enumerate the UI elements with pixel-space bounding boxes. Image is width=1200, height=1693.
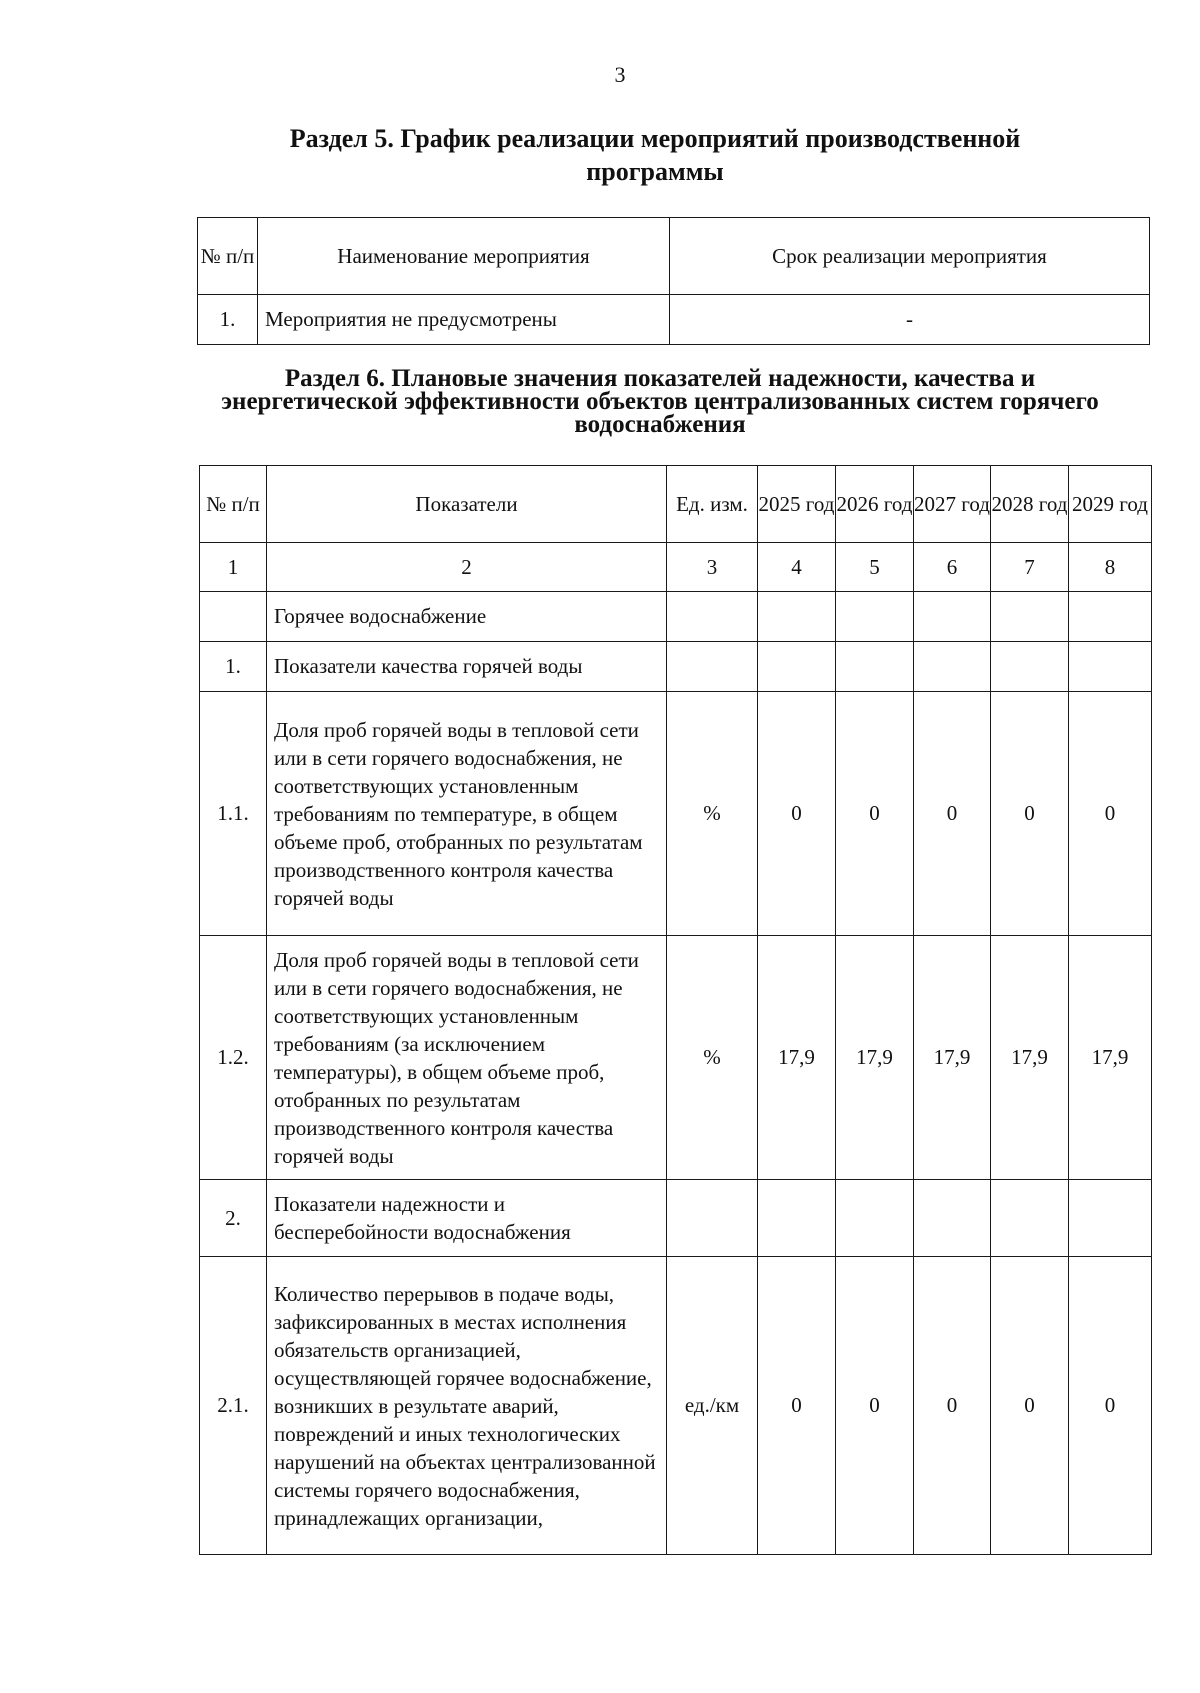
column-number: 8 <box>1069 543 1152 592</box>
row-value: 0 <box>758 692 836 936</box>
row-value: 0 <box>991 692 1069 936</box>
row-indicator: Доля проб горячей воды в тепловой сети или в сети горячего водоснабжения, не соответствующих установленным требованиям (за исключением температуры), в общем объеме проб, отобранных по результатам производственного контроля качества горячей воды <box>267 936 667 1180</box>
row-value <box>1069 642 1152 692</box>
header-unit: Ед. изм. <box>667 466 758 543</box>
row-unit: % <box>667 936 758 1180</box>
row-name: Мероприятия не предусмотрены <box>258 295 670 345</box>
row-unit: ед./км <box>667 1257 758 1555</box>
table-row <box>200 1257 1152 1555</box>
row-value: 0 <box>836 692 914 936</box>
row-value <box>758 1180 836 1257</box>
row-value <box>1069 1180 1152 1257</box>
row-value <box>836 642 914 692</box>
row-value: 17,9 <box>836 936 914 1180</box>
section-5-table <box>197 217 1150 345</box>
section-6-title: Раздел 6. Плановые значения показателей надежности, качества и энергетической эффективности объектов централизованных систем горячего водоснабжения <box>221 365 1099 438</box>
row-num: 2. <box>200 1180 267 1257</box>
row-num: 1.1. <box>200 692 267 936</box>
row-num: 1. <box>200 642 267 692</box>
header-year-2028: 2028 год <box>991 466 1069 543</box>
row-value: 0 <box>1069 1257 1152 1555</box>
row-value: 17,9 <box>914 936 991 1180</box>
row-value <box>991 1180 1069 1257</box>
row-num <box>200 592 267 642</box>
table-header-row <box>198 218 1150 295</box>
row-indicator: Показатели качества горячей воды <box>267 642 667 692</box>
row-value <box>836 1180 914 1257</box>
row-value <box>836 592 914 642</box>
table-row <box>200 642 1152 692</box>
column-number: 5 <box>836 543 914 592</box>
row-unit <box>667 642 758 692</box>
row-num: 2.1. <box>200 1257 267 1555</box>
table-row <box>200 692 1152 936</box>
row-value: 17,9 <box>991 936 1069 1180</box>
header-term: Срок реализации мероприятия <box>670 218 1150 295</box>
section-5-title: Раздел 5. График реализации мероприятий производственной программы <box>289 124 1021 186</box>
row-value: 17,9 <box>758 936 836 1180</box>
row-value: 0 <box>914 692 991 936</box>
table-row <box>198 295 1150 345</box>
row-num: 1. <box>198 295 258 345</box>
column-number: 3 <box>667 543 758 592</box>
row-value: 0 <box>991 1257 1069 1555</box>
row-value <box>914 1180 991 1257</box>
column-number: 1 <box>200 543 267 592</box>
table-header-row <box>200 466 1152 543</box>
table-row <box>200 936 1152 1180</box>
row-indicator: Показатели надежности и бесперебойности водоснабжения <box>267 1180 667 1257</box>
section-6-table <box>199 465 1152 1555</box>
row-value <box>991 642 1069 692</box>
column-number: 6 <box>914 543 991 592</box>
row-value <box>758 642 836 692</box>
row-value: 0 <box>758 1257 836 1555</box>
row-indicator: Доля проб горячей воды в тепловой сети или в сети горячего водоснабжения, не соответствующих установленным требованиям по температуре, в общем объеме проб, отобранных по результатам производственного контроля качества горячей воды <box>267 692 667 936</box>
page-number: 3 <box>614 62 626 87</box>
header-indicator: Показатели <box>267 466 667 543</box>
header-year-2026: 2026 год <box>836 466 914 543</box>
row-unit: % <box>667 692 758 936</box>
table-row <box>200 1180 1152 1257</box>
row-unit <box>667 592 758 642</box>
header-num: № п/п <box>198 218 258 295</box>
row-indicator: Количество перерывов в подаче воды, зафиксированных в местах исполнения обязательств организацией, осуществляющей горячее водоснабжение, возникших в результате аварий, повреждений и иных технологических нарушений на объектах централизованной системы горячего водоснабжения, принадлежащих организации, <box>267 1257 667 1555</box>
column-numbers-row <box>200 543 1152 592</box>
row-value: 0 <box>914 1257 991 1555</box>
header-year-2027: 2027 год <box>914 466 991 543</box>
row-unit <box>667 1180 758 1257</box>
row-value <box>991 592 1069 642</box>
row-term: - <box>670 295 1150 345</box>
row-indicator: Горячее водоснабжение <box>267 592 667 642</box>
header-year-2029: 2029 год <box>1069 466 1152 543</box>
header-num: № п/п <box>200 466 267 543</box>
row-value <box>1069 592 1152 642</box>
row-value: 0 <box>836 1257 914 1555</box>
header-year-2025: 2025 год <box>758 466 836 543</box>
table-row <box>200 592 1152 642</box>
header-name: Наименование мероприятия <box>258 218 670 295</box>
row-value: 17,9 <box>1069 936 1152 1180</box>
column-number: 2 <box>267 543 667 592</box>
row-value <box>914 592 991 642</box>
row-value: 0 <box>1069 692 1152 936</box>
row-value <box>758 592 836 642</box>
row-num: 1.2. <box>200 936 267 1180</box>
row-value <box>914 642 991 692</box>
column-number: 4 <box>758 543 836 592</box>
column-number: 7 <box>991 543 1069 592</box>
